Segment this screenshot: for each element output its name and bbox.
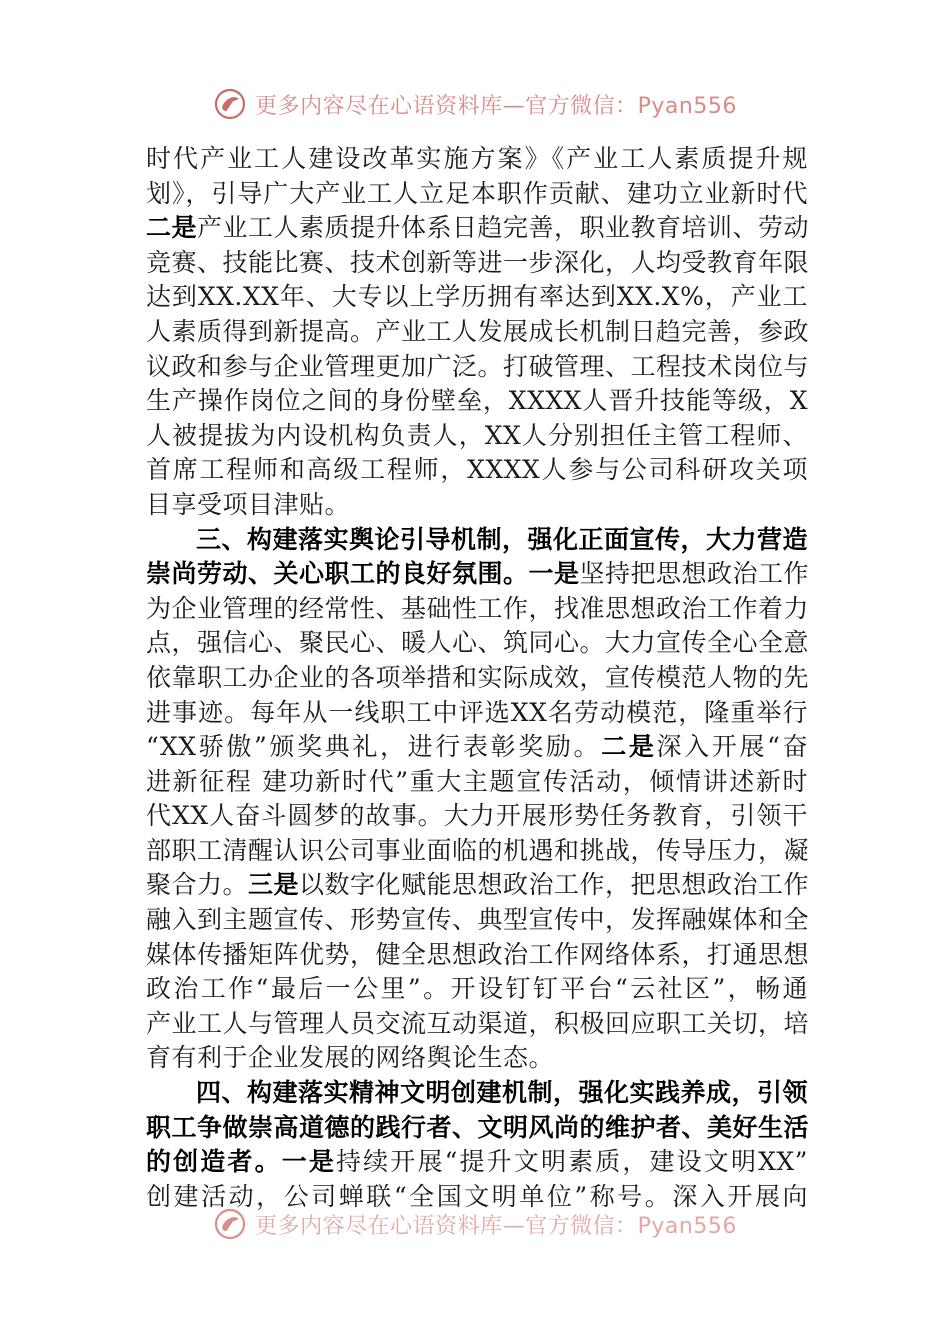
text-line: [146, 696, 808, 731]
text-run: 育有利于企业发展的网络舆论生态。: [146, 1043, 555, 1073]
text-line: [146, 384, 808, 419]
text-line: [146, 350, 808, 385]
section-heading: 的创造者。: [146, 1147, 282, 1177]
text-run: 达到XX.XX年、大专以上学历拥有率达到XX.X%，产业工: [146, 282, 808, 312]
footer-watermark: [0, 1206, 950, 1242]
section-heading: 四、构建落实精神文明创建机制，强化实践养成，引领: [196, 1078, 809, 1108]
bold-marker: 一是: [281, 1147, 337, 1177]
text-run: 融入到主题宣传、形势宣传、典型宣传中，发挥融媒体和全: [146, 905, 810, 935]
text-run: 进事迹。每年从一线职工中评选XX名劳动模范，隆重举行: [146, 697, 808, 727]
text-line: [146, 1076, 808, 1111]
text-line: [146, 453, 808, 488]
library-logo-icon: [213, 1207, 247, 1241]
header-watermark: [0, 86, 950, 122]
text-line: [146, 315, 808, 350]
text-line: [146, 972, 808, 1007]
watermark-text: 更多内容尽在心语资料库—官方微信：Pyan556: [255, 93, 737, 119]
text-line: [146, 834, 808, 869]
text-line: [146, 488, 808, 523]
bold-marker: 二是: [601, 732, 657, 762]
text-run: 人素质得到新提高。产业工人发展成长机制日趋完善，参政: [146, 316, 810, 346]
text-run: 时代产业工人建设改革实施方案》《产业工人素质提升规: [146, 144, 808, 173]
text-run: 首席工程师和高级工程师，XXXX人参与公司科研攻关项: [146, 455, 808, 485]
bold-marker: 一是: [528, 559, 580, 589]
text-line: [146, 280, 808, 315]
text-run: 媒体传播矩阵优势，健全思想政治工作网络体系，打通思想: [146, 939, 810, 969]
text-run: 持续开展“提升文明素质，建设文明XX”: [336, 1147, 808, 1177]
text-run: 产业工人与管理人员交流互动渠道，积极回应职工关切，培: [146, 1008, 810, 1038]
text-line: [146, 938, 808, 973]
text-run: 政治工作“最后一公里”。开设钉钉平台“云社区”，畅通: [146, 974, 809, 1004]
text-line: [146, 799, 808, 834]
text-line: [146, 1145, 808, 1180]
text-run: 生产操作岗位之间的身份壁垒，XXXX人晋升技能等级，X: [146, 386, 808, 416]
text-run: 点，强信心、聚民心、暖人心、筑同心。大力宣传全心全意: [146, 628, 810, 658]
text-run: “XX骄傲”颁奖典礼，进行表彰奖励。: [146, 732, 602, 762]
section-heading: 职工争做崇高道德的践行者、文明风尚的维护者、美好生活: [146, 1112, 810, 1142]
text-run: 部职工清醒认识公司事业面临的机遇和挑战，传导压力，凝: [146, 835, 810, 865]
text-run: 聚合力。: [146, 870, 249, 900]
text-run: 依靠职工办企业的各项举措和实际成效，宣传模范人物的先: [146, 662, 810, 692]
text-line: [146, 142, 808, 177]
text-line: [146, 868, 808, 903]
bold-marker: 二是: [146, 213, 198, 243]
text-run: 目享受项目津贴。: [146, 489, 351, 519]
text-line: [146, 730, 808, 765]
text-line: [146, 246, 808, 281]
text-line: [146, 1007, 808, 1042]
text-line: [146, 903, 808, 938]
text-line: [146, 626, 808, 661]
text-run: 竞赛、技能比赛、技术创新等进一步深化，人均受教育年限: [146, 247, 810, 277]
text-run: 产业工人素质提升体系日趋完善，职业教育培训、劳动: [197, 213, 810, 243]
text-run: 深入开展“奋: [656, 732, 808, 762]
text-line: [146, 592, 808, 627]
text-line: [146, 661, 808, 696]
text-line: [146, 1111, 808, 1146]
text-line: [146, 177, 808, 212]
watermark-text: 更多内容尽在心语资料库—官方微信：Pyan556: [255, 1213, 737, 1239]
text-run: 划》，引导广大产业工人立足本职作贡献、建功立业新时代: [146, 178, 808, 208]
document-body: [146, 142, 808, 1214]
library-logo-icon: [213, 87, 247, 121]
text-line: [146, 557, 808, 592]
text-run: 创建活动，公司蝉联“全国文明单位”称号。深入开展向: [146, 1181, 808, 1211]
text-line: [146, 1041, 808, 1076]
text-line: [146, 211, 808, 246]
text-line: [146, 523, 808, 558]
text-line: [146, 419, 808, 454]
text-line: [146, 765, 808, 800]
section-heading: 崇尚劳动、关心职工的良好氛围。: [146, 559, 529, 589]
text-run: 代XX人奋斗圆梦的故事。大力开展形势任务教育，引领干: [146, 801, 808, 831]
bold-marker: 三是: [248, 870, 300, 900]
text-run: 以数字化赋能思想政治工作，把思想政治工作: [299, 870, 810, 900]
text-run: 进新征程 建功新时代”重大主题宣传活动，倾情讲述新时: [146, 766, 808, 796]
text-run: 议政和参与企业管理更加广泛。打破管理、工程技术岗位与: [146, 351, 810, 381]
text-run: 人被提拔为内设机构负责人，XX人分别担任主管工程师、: [146, 420, 808, 450]
text-run: 为企业管理的经常性、基础性工作，找准思想政治工作着力: [146, 593, 810, 623]
section-heading: 三、构建落实舆论引导机制，强化正面宣传，大力营造: [196, 524, 809, 554]
text-run: 坚持把思想政治工作: [579, 559, 810, 589]
